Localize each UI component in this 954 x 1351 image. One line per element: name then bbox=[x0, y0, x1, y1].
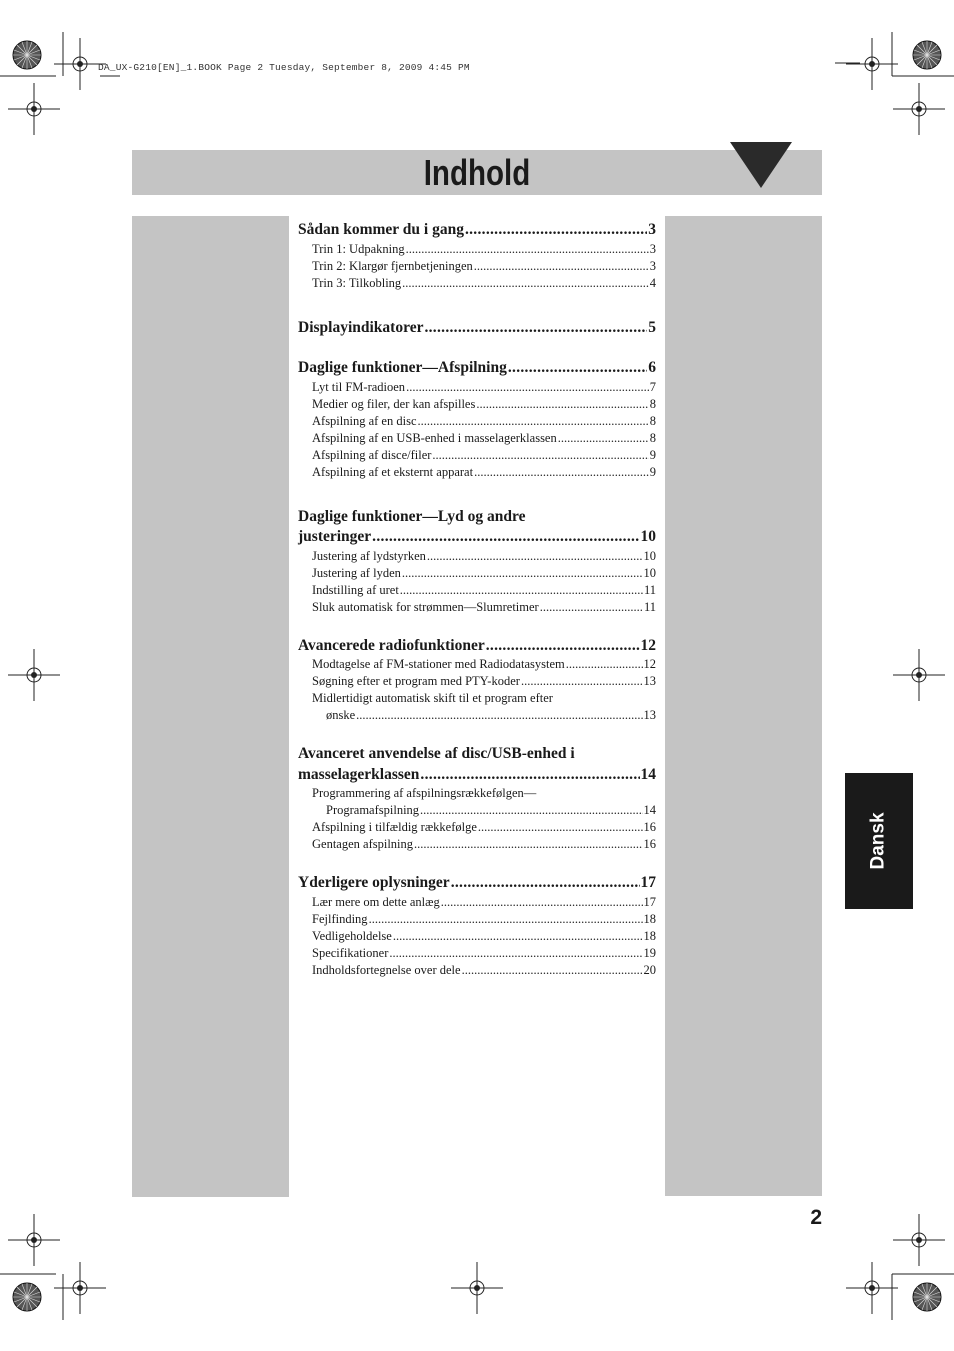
toc-entry-page: 8 bbox=[649, 396, 656, 411]
leader-dots bbox=[558, 430, 649, 447]
toc-entry-label: Modtagelse af FM-stationer med Radiodatasystem bbox=[312, 657, 565, 671]
toc-entry-page: 3 bbox=[649, 241, 656, 256]
toc-entry-label: Fejlfinding bbox=[312, 911, 368, 926]
toc-entry-page: 8 bbox=[649, 413, 656, 428]
leader-dots bbox=[432, 447, 648, 464]
leader-dots bbox=[427, 548, 643, 565]
toc-entry-label: Medier og filer, der kan afspilles bbox=[312, 396, 476, 411]
toc-entry[interactable] bbox=[298, 447, 656, 464]
leader-dots bbox=[451, 873, 640, 894]
toc-entry[interactable] bbox=[298, 802, 656, 819]
toc-entry[interactable] bbox=[298, 673, 656, 690]
toc-entry-page: 11 bbox=[643, 582, 656, 597]
leader-dots bbox=[389, 945, 642, 962]
toc-entry-label: Trin 3: Tilkobling bbox=[312, 275, 402, 290]
toc-heading-label: masselagerklassen bbox=[298, 765, 420, 783]
table-of-contents bbox=[298, 220, 656, 997]
toc-entry-page: 3 bbox=[649, 258, 656, 273]
toc-heading-label: Yderligere oplysninger bbox=[298, 874, 450, 891]
toc-entry[interactable] bbox=[298, 928, 656, 945]
toc-entry-page: 16 bbox=[643, 837, 656, 851]
leader-dots bbox=[372, 527, 639, 548]
toc-heading-page: 10 bbox=[640, 528, 656, 545]
toc-entry-page: 11 bbox=[643, 599, 656, 614]
toc-section-6 bbox=[298, 744, 656, 853]
toc-heading-page: 3 bbox=[648, 221, 656, 238]
leader-dots bbox=[441, 894, 643, 911]
toc-entry[interactable] bbox=[298, 836, 656, 853]
toc-entry-page: 12 bbox=[643, 657, 656, 671]
leader-dots bbox=[424, 318, 647, 339]
toc-heading[interactable] bbox=[298, 527, 656, 548]
toc-entry-label: Indholdsfortegnelse over dele bbox=[312, 962, 461, 977]
toc-entry-page: 9 bbox=[649, 464, 656, 479]
toc-entry-page: 9 bbox=[649, 447, 656, 462]
toc-entry-label: Vedligeholdelse bbox=[312, 928, 392, 943]
leader-dots bbox=[418, 413, 649, 430]
toc-entry-page: 19 bbox=[643, 945, 656, 960]
toc-entry-label: Afspilning af disce/filer bbox=[312, 447, 432, 462]
toc-entry[interactable] bbox=[298, 582, 656, 599]
toc-entry[interactable] bbox=[298, 464, 656, 481]
toc-entry-label: Lær mere om dette anlæg bbox=[312, 894, 440, 909]
leader-dots bbox=[474, 258, 649, 275]
toc-entry[interactable] bbox=[298, 413, 656, 430]
toc-entry-label: Justering af lydstyrken bbox=[312, 548, 426, 563]
leader-dots bbox=[465, 220, 647, 241]
toc-entry-label: Søgning efter et program med PTY-koder bbox=[312, 674, 520, 688]
toc-entry-line1[interactable]: Programmering af afspilningsrækkefølgen— bbox=[312, 786, 537, 800]
language-tab-label-wrap bbox=[845, 773, 913, 909]
leader-dots bbox=[369, 911, 643, 928]
toc-heading[interactable] bbox=[298, 318, 656, 339]
leader-dots bbox=[486, 636, 640, 657]
toc-heading-label: Sådan kommer du i gang bbox=[298, 221, 464, 238]
toc-heading-label: Daglige funktioner—Afspilning bbox=[298, 359, 507, 376]
leader-dots bbox=[478, 819, 643, 836]
toc-entry[interactable] bbox=[298, 894, 656, 911]
toc-entry-label: ønske bbox=[326, 708, 356, 722]
toc-entry[interactable] bbox=[298, 911, 656, 928]
toc-entry[interactable] bbox=[298, 565, 656, 582]
toc-entry-page: 20 bbox=[643, 962, 656, 977]
leader-dots bbox=[356, 707, 642, 724]
toc-heading-page: 5 bbox=[648, 318, 656, 336]
toc-entry-page: 10 bbox=[643, 565, 656, 580]
toc-entry[interactable] bbox=[298, 275, 656, 292]
toc-entry[interactable] bbox=[298, 379, 656, 396]
toc-heading-label: Avancerede radiofunktioner bbox=[298, 636, 485, 654]
corner-triangle-icon bbox=[730, 142, 824, 196]
leader-dots bbox=[420, 765, 639, 786]
leader-dots bbox=[420, 802, 642, 819]
toc-entry-page: 13 bbox=[643, 674, 656, 688]
leader-dots bbox=[462, 962, 643, 979]
toc-entry-page: 18 bbox=[643, 911, 656, 926]
leader-dots bbox=[406, 379, 649, 396]
toc-entry[interactable] bbox=[298, 707, 656, 724]
toc-entry-label: Trin 2: Klargør fjernbetjeningen bbox=[312, 258, 473, 273]
print-header-note: DA_UX-G210[EN]_1.BOOK Page 2 Tuesday, September 8, 2009 4:45 PM bbox=[98, 62, 470, 73]
leader-dots bbox=[414, 836, 642, 853]
toc-entry[interactable] bbox=[298, 258, 656, 275]
toc-section-5 bbox=[298, 636, 656, 725]
toc-entry-label: Afspilning af et eksternt apparat bbox=[312, 464, 474, 479]
leader-dots bbox=[474, 464, 649, 481]
toc-section-1 bbox=[298, 220, 656, 292]
toc-entry[interactable] bbox=[298, 962, 656, 979]
toc-entry[interactable] bbox=[298, 548, 656, 565]
toc-entry-label: Specifikationer bbox=[312, 945, 389, 960]
toc-heading-page: 17 bbox=[640, 874, 656, 891]
toc-heading[interactable] bbox=[298, 358, 656, 379]
page-number: 2 bbox=[810, 1206, 822, 1229]
toc-entry-page: 17 bbox=[643, 894, 656, 909]
toc-heading-page: 6 bbox=[648, 359, 656, 376]
toc-heading-line1[interactable]: Avanceret anvendelse af disc/USB-enhed i bbox=[298, 745, 575, 762]
toc-entry[interactable] bbox=[298, 819, 656, 836]
leader-dots bbox=[566, 656, 643, 673]
toc-entry-label: Gentagen afspilning bbox=[312, 837, 414, 851]
toc-entry[interactable] bbox=[298, 396, 656, 413]
toc-heading-page: 14 bbox=[640, 765, 656, 783]
leader-dots bbox=[400, 582, 643, 599]
toc-entry-line1[interactable]: Midlertidigt automatisk skift til et program efter bbox=[312, 691, 553, 705]
toc-heading[interactable] bbox=[298, 220, 656, 241]
toc-entry[interactable] bbox=[298, 241, 656, 258]
toc-heading-line1[interactable]: Daglige funktioner—Lyd og andre bbox=[298, 507, 526, 525]
toc-section-7 bbox=[298, 873, 656, 979]
toc-entry-page: 7 bbox=[649, 379, 656, 394]
toc-entry-label: Programafspilning bbox=[326, 803, 420, 817]
left-gray-column bbox=[132, 216, 289, 1197]
leader-dots bbox=[476, 396, 648, 413]
toc-entry-page: 14 bbox=[643, 803, 656, 817]
toc-entry-page: 8 bbox=[649, 430, 656, 445]
toc-heading[interactable] bbox=[298, 873, 656, 894]
toc-entry-label: Indstilling af uret bbox=[312, 582, 399, 597]
leader-dots bbox=[540, 599, 643, 616]
toc-heading[interactable] bbox=[298, 636, 656, 657]
toc-entry-label: Afspilning i tilfældig rækkefølge bbox=[312, 820, 477, 834]
toc-entry[interactable] bbox=[298, 430, 656, 447]
right-gray-column bbox=[665, 216, 822, 1196]
toc-entry-page: 13 bbox=[643, 708, 656, 722]
toc-heading-label: Displayindikatorer bbox=[298, 318, 424, 336]
page-title: Indhold bbox=[423, 152, 531, 193]
toc-entry[interactable] bbox=[298, 599, 656, 616]
toc-entry-page: 4 bbox=[649, 275, 656, 290]
toc-entry-label: Afspilning af en USB-enhed i masselagerklassen bbox=[312, 430, 557, 445]
toc-entry-label: Afspilning af en disc bbox=[312, 413, 417, 428]
toc-entry-page: 10 bbox=[643, 548, 656, 563]
toc-heading-label: justeringer bbox=[298, 528, 372, 545]
toc-heading[interactable] bbox=[298, 765, 656, 786]
toc-heading-page: 12 bbox=[640, 636, 656, 654]
leader-dots bbox=[402, 275, 649, 292]
toc-entry-label: Trin 1: Udpakning bbox=[312, 241, 405, 256]
toc-entry-page: 16 bbox=[643, 820, 656, 834]
toc-section-4 bbox=[298, 507, 656, 616]
leader-dots bbox=[406, 241, 649, 258]
toc-entry-label: Justering af lyden bbox=[312, 565, 401, 580]
toc-entry-page: 18 bbox=[643, 928, 656, 943]
toc-entry[interactable] bbox=[298, 656, 656, 673]
leader-dots bbox=[393, 928, 643, 945]
leader-dots bbox=[402, 565, 643, 582]
toc-section-2 bbox=[298, 318, 656, 339]
toc-entry-label: Lyt til FM-radioen bbox=[312, 379, 406, 394]
leader-dots bbox=[508, 358, 647, 379]
language-tab-label: Dansk bbox=[868, 812, 889, 870]
leader-dots bbox=[521, 673, 643, 690]
toc-entry[interactable] bbox=[298, 945, 656, 962]
toc-entry-label: Sluk automatisk for strømmen—Slumretimer bbox=[312, 599, 539, 614]
toc-section-3 bbox=[298, 358, 656, 481]
